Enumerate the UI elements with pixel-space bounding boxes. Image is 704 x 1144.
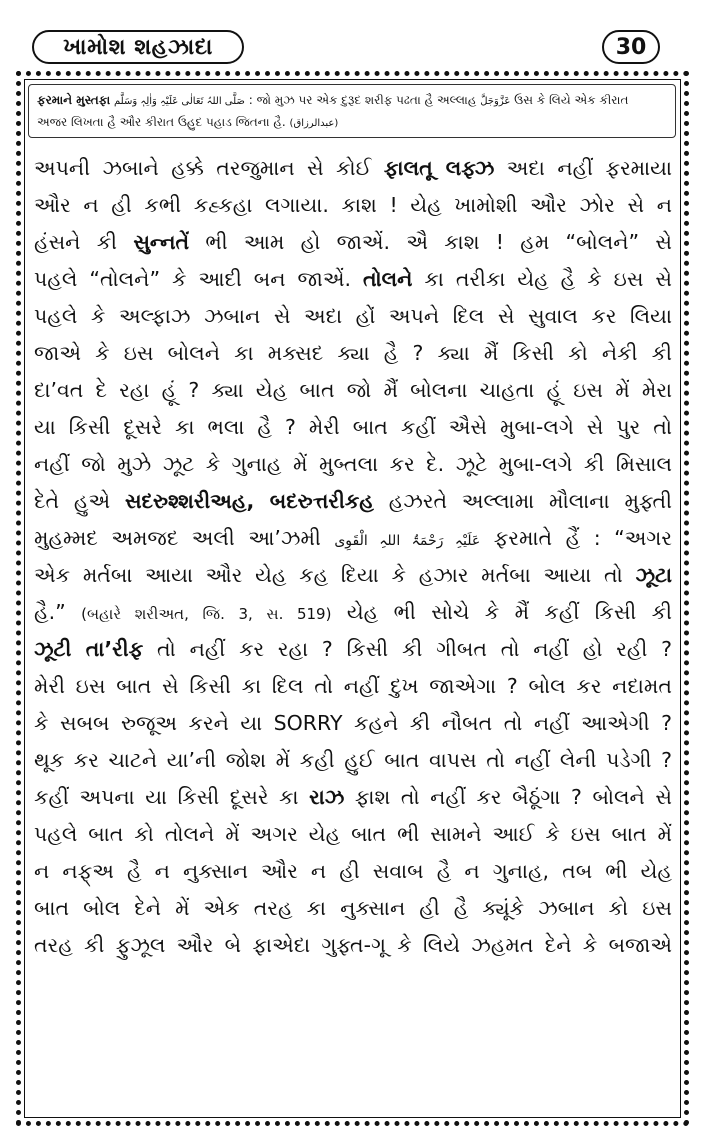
bold-segment: ઝૂટી તા’રીફ bbox=[34, 637, 144, 661]
page-number: 30 bbox=[602, 30, 660, 64]
text-line bbox=[34, 890, 672, 927]
text-line bbox=[34, 409, 672, 446]
text-segment: થૂક કર ચાટને યા’ની જોશ મેં કહી હુઈ બાત વાપસ તો નહીં લેની પડેગી ? bbox=[34, 748, 672, 772]
bold-segment: તોલને bbox=[362, 267, 413, 291]
text-segment: હઝરતે અલ્લામા મૌલાના મુફ્તી bbox=[373, 489, 672, 513]
text-segment: તો નહીં કર રહા ? કિસી કી ગીબત તો નહીં હો રહી ? bbox=[143, 637, 672, 661]
text-segment: દા’વત દે રહા હૂં ? ક્યા યેહ બાત જો મૈં બોલના ચાહતા હૂં ઇસ મેં મેરા bbox=[34, 378, 672, 402]
text-segment: યા કિસી દૂસરે કા ભલા હૈ ? મેરી બાત કહીં ઐસે મુબા-લગે સે પુર તો bbox=[34, 415, 672, 439]
text-segment: બાત બોલ દેને મેં એક તરહ કા નુક્સાન હી હૈ ક્યૂંકે ઝબાન કો ઇસ bbox=[34, 896, 672, 920]
text-line bbox=[34, 298, 672, 335]
text-line bbox=[34, 594, 672, 631]
book-title: ખામોશ શહઝાદા bbox=[32, 30, 244, 64]
text-segment: દેતે હુએ bbox=[34, 489, 125, 513]
text-segment: નહીં જો મુઝે ઝૂટ કે ગુનાહ મેં મુબ્તલા કર દે. ઝૂટે મુબા-લગે કી મિસાલ bbox=[34, 452, 672, 476]
text-line bbox=[34, 483, 672, 520]
text-line bbox=[34, 520, 672, 557]
azzawajal-text: عَزَّوَجَلَّ bbox=[480, 96, 511, 107]
text-segment: ઔર ન હી કભી કહ્કહા લગાયા. કાશ ! યેહ ખામોશી ઔર ઝોર સે ન bbox=[34, 193, 672, 217]
text-line bbox=[34, 705, 672, 742]
hadith-box bbox=[28, 84, 676, 138]
bold-segment: રાઝ bbox=[309, 785, 345, 809]
bold-segment: સુન્નતેં bbox=[133, 230, 190, 254]
text-line bbox=[34, 150, 672, 187]
hadith-source: (عبدالرزاق) bbox=[289, 118, 339, 129]
text-line bbox=[34, 816, 672, 853]
text-segment: ફરમાતે હૈં : “અગર bbox=[480, 526, 672, 550]
text-line bbox=[34, 261, 672, 298]
text-line bbox=[34, 927, 672, 964]
text-segment: યેહ ભી સોચે કે મૈં કહીં કિસી કી bbox=[331, 600, 673, 624]
hadith-text-3: અજર લિખતા હૈ ઔર કીરાત ઉહુદ પહાડ જિતના હૈ. bbox=[37, 115, 286, 129]
text-line bbox=[34, 742, 672, 779]
text-segment: પહલે “તોલને” કે આદી બન જાએં. bbox=[34, 267, 363, 291]
text-segment: જાએ કે ઇસ બોલને કા મક્સદ ક્યા હૈ ? ક્યા મૈં કિસી કો નેકી કી bbox=[34, 341, 672, 365]
text-segment: ફાશ તો નહીં કર બૈઠૂંગા ? બોલને સે bbox=[344, 785, 672, 809]
bold-segment: ઝૂટા bbox=[635, 563, 672, 587]
text-line bbox=[34, 335, 672, 372]
text-line bbox=[34, 631, 672, 668]
text-segment: કહીં અપના યા કિસી દૂસરે કા bbox=[34, 785, 310, 809]
text-segment: ન નફ્અ હૈ ન નુક્સાન ઔર ન હી સવાબ હૈ ન ગુનાહ, તબ ભી યેહ bbox=[34, 859, 672, 883]
text-segment: અપની ઝબાને હક્કે તરજુમાન સે કોઈ bbox=[34, 156, 384, 180]
bold-segment: ફાલતૂ લફ્ઝ bbox=[383, 156, 495, 180]
text-segment: કા તરીકા યેહ હૈ કે ઇસ સે bbox=[412, 267, 672, 291]
text-line bbox=[34, 668, 672, 705]
text-segment: તરહ કી ફુઝૂલ ઔર બે ફાએદા ગુફ્ત-ગૂ કે લિયે ઝહમત દેને કે બજાએ bbox=[34, 933, 672, 957]
text-segment: મુહમ્મદ અમજદ અલી આ’ઝમી bbox=[34, 526, 335, 550]
text-segment: કે સબબ રુજૂઅ કરને યા SORRY કહને કી નૌબત તો નહીં આએગી ? bbox=[34, 711, 672, 735]
text-segment: ભી આમ હો જાએં. ઐ કાશ ! હમ “બોલને” સે bbox=[189, 230, 673, 254]
text-line bbox=[34, 187, 672, 224]
text-segment: હંસને કી bbox=[34, 230, 134, 254]
text-line bbox=[34, 853, 672, 890]
text-line bbox=[34, 557, 672, 594]
text-line bbox=[34, 779, 672, 816]
text-line bbox=[34, 224, 672, 261]
hadith-text-1: : જો મુઝ પર એક દુરૂદ શરીફ પઢતા હૈ અલ્લાહ bbox=[248, 93, 477, 107]
text-segment: મેરી ઇસ બાત સે કિસી કા દિલ તો નહીં દુખ જાએગા ? બોલ કર નદામત bbox=[34, 674, 672, 698]
hadith-label: ફરમાને મુસ્તફા bbox=[37, 93, 111, 107]
arabic-honorific: عَلَیْہِ رَحْمَۃُ اللہِ الْقَوِی bbox=[334, 533, 481, 549]
text-segment: પહલે બાત કો તોલને મેં અગર યેહ બાત ભી સામને આઈ કે ઇસ બાત મેં bbox=[34, 822, 672, 846]
text-segment: એક મર્તબા આયા ઔર યેહ કહ દિયા કે હઝાર મર્તબા આયા તો bbox=[34, 563, 636, 587]
body-text bbox=[34, 150, 672, 964]
text-line bbox=[34, 446, 672, 483]
bold-segment: સદરુશ્શરીઅહ, બદરુત્તરીકહ bbox=[124, 489, 374, 513]
text-line bbox=[34, 372, 672, 409]
hadith-text-2: ઉસ કે લિયે એક કીરાત bbox=[514, 93, 629, 107]
salawat-text: صَلَّی اللہُ تَعَالٰی عَلَیْہِ وَاٰلِہٖ وَسَلَّم bbox=[114, 96, 245, 107]
reference-citation: (બહારે શરીઅત, જિ. 3, સ. 519) bbox=[81, 605, 332, 623]
text-segment: હૈ.” bbox=[34, 600, 82, 624]
text-segment: પહલે કે અલ્ફાઝ ઝબાન સે અદા હોં અપને દિલ સે સુવાલ કર લિયા bbox=[34, 304, 672, 328]
text-segment: અદા નહીં ફરમાયા bbox=[494, 156, 672, 180]
